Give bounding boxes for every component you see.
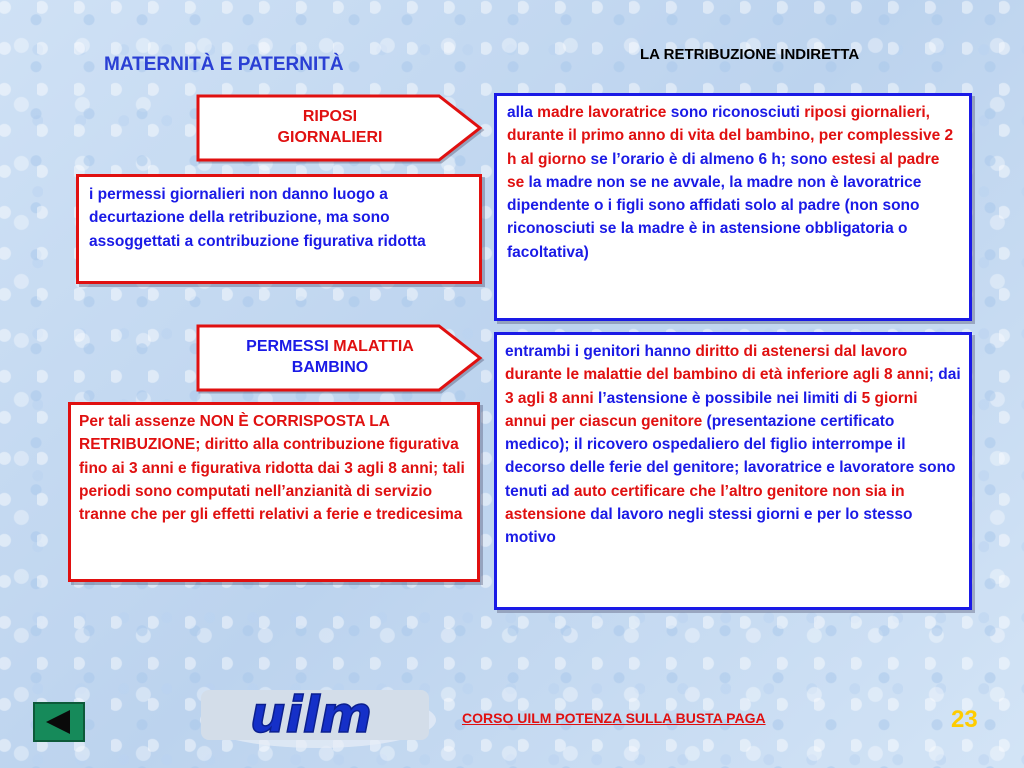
text-segment: estesi al padre se (507, 150, 940, 191)
permessi-arrow-word1: PERMESSI (246, 338, 329, 356)
back-arrow-icon (44, 709, 74, 735)
permessi-note-text: Per tali assenze NON È CORRISPOSTA LA RETRIBUZIONE; diritto alla contribuzione figurativa fino ai 3 anni e figurativa ridotta dai 3 agli 8 anni; tali periodi sono computati nell’anzianità di servizio tranne che per gli effetti relativi a ferie e tredicesima (79, 413, 465, 523)
text-segment: sono riconosciuti (666, 104, 805, 121)
permessi-detail-text (505, 343, 961, 546)
text-segment: madre lavoratrice (537, 104, 667, 121)
text-segment: ; dai (928, 366, 961, 384)
footer-course-title: CORSO UILM POTENZA SULLA BUSTA PAGA (462, 710, 766, 726)
logo-text: uilm (250, 686, 372, 744)
text-segment: entrambi i genitori hanno (505, 343, 696, 360)
text-segment: 5 giorni annui per ciascun genitore (505, 389, 918, 430)
permessi-note-box (68, 402, 480, 582)
riposi-arrow-line1: RIPOSI (302, 108, 358, 126)
text-segment: alla (507, 104, 538, 121)
text-segment: l’astensione è possibile nei limiti di (593, 389, 862, 407)
text-segment: se l’orario è di almeno 6 h; sono (586, 150, 832, 168)
text-segment: dal lavoro negli stessi giorni e per lo stesso motivo (505, 505, 913, 546)
riposi-note-box (76, 174, 482, 284)
uilm-logo (183, 680, 443, 752)
riposi-arrow-line2: GIORNALIERI (277, 129, 383, 146)
riposi-detail-text (507, 104, 953, 261)
text-segment: 3 agli 8 anni (505, 389, 594, 407)
permessi-arrow-label (196, 324, 464, 392)
permessi-arrow (196, 324, 484, 392)
text-segment: riposi giornalieri, durante il primo anno di vita del bambino, per complessive 2 h al giorno (507, 104, 954, 168)
text-segment: auto certificare che l’altro genitore non sia in astensione (505, 482, 905, 523)
text-segment: (presentazione certificato medico); il ricovero ospedaliero del figlio interrompe il decorso delle ferie del genitore; lavoratrice e lavoratore sono tenuti ad (505, 412, 956, 500)
page-number: 23 (951, 706, 978, 733)
riposi-note-text: i permessi giornalieri non danno luogo a decurtazione della retribuzione, ma sono assoggettati a contribuzione figurativa ridotta (89, 186, 426, 250)
text-segment: diritto di astenersi dal lavoro durante le malattie del bambino di età inferiore agli 8 anni (505, 343, 929, 384)
riposi-arrow-label (196, 94, 464, 162)
slide-title: MATERNITÀ E PATERNITÀ (104, 54, 344, 75)
permessi-arrow-word2: MALATTIA (333, 338, 414, 356)
riposi-detail-box (494, 93, 972, 321)
riposi-arrow (196, 94, 484, 162)
back-button[interactable] (33, 702, 85, 742)
permessi-detail-box (494, 332, 972, 610)
permessi-arrow-line2: BAMBINO (291, 359, 369, 376)
text-segment: la madre non se ne avvale, la madre non è lavoratrice dipendente o i figli sono affidati solo al padre (non sono riconosciuti se la madre è in astensione obbligatoria o facoltativa) (507, 173, 922, 261)
section-title: LA RETRIBUZIONE INDIRETTA (640, 46, 860, 63)
